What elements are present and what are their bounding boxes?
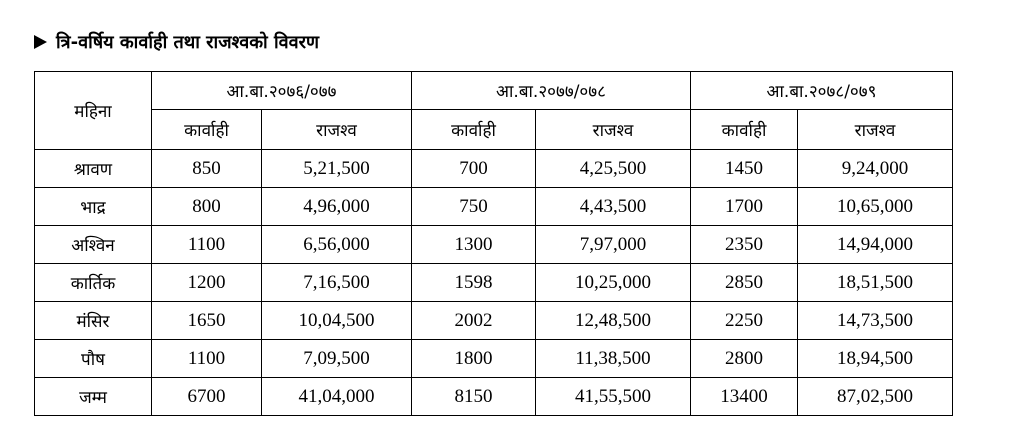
month-cell: कार्तिक bbox=[35, 264, 152, 302]
revenue-cell: 14,94,000 bbox=[798, 226, 953, 264]
revenue-cell: 6,56,000 bbox=[262, 226, 412, 264]
action-count-cell: 2250 bbox=[691, 302, 798, 340]
revenue-cell: 7,97,000 bbox=[536, 226, 691, 264]
revenue-cell: 7,16,500 bbox=[262, 264, 412, 302]
header-row-subheaders bbox=[35, 110, 953, 150]
action-count-cell: 1100 bbox=[152, 340, 262, 378]
table-row bbox=[35, 188, 953, 226]
revenue-cell: 4,25,500 bbox=[536, 150, 691, 188]
action-count-cell: 1300 bbox=[412, 226, 536, 264]
year-header: आ.बा.२०७७/०७८ bbox=[412, 72, 691, 110]
revenue-cell: 41,55,500 bbox=[536, 378, 691, 416]
table-row bbox=[35, 150, 953, 188]
action-count-cell: 8150 bbox=[412, 378, 536, 416]
revenue-header: राजश्व bbox=[798, 110, 953, 150]
action-count-cell: 2850 bbox=[691, 264, 798, 302]
action-count-cell: 2002 bbox=[412, 302, 536, 340]
month-cell: अश्विन bbox=[35, 226, 152, 264]
action-count-cell: 2350 bbox=[691, 226, 798, 264]
revenue-cell: 87,02,500 bbox=[798, 378, 953, 416]
action-count-cell: 13400 bbox=[691, 378, 798, 416]
revenue-cell: 4,43,500 bbox=[536, 188, 691, 226]
action-count-header: कार्वाही bbox=[152, 110, 262, 150]
header-row-years bbox=[35, 72, 953, 110]
action-count-cell: 6700 bbox=[152, 378, 262, 416]
heading-text: त्रि-वर्षिय कार्वाही तथा राजश्वको विवरण bbox=[56, 32, 320, 53]
revenue-cell: 10,65,000 bbox=[798, 188, 953, 226]
year-header: आ.बा.२०७६/०७७ bbox=[152, 72, 412, 110]
action-count-cell: 1100 bbox=[152, 226, 262, 264]
action-count-cell: 700 bbox=[412, 150, 536, 188]
table-row bbox=[35, 226, 953, 264]
action-count-cell: 2800 bbox=[691, 340, 798, 378]
action-count-cell: 750 bbox=[412, 188, 536, 226]
action-count-header: कार्वाही bbox=[412, 110, 536, 150]
month-cell: जम्म bbox=[35, 378, 152, 416]
action-count-header: कार्वाही bbox=[691, 110, 798, 150]
revenue-cell: 10,25,000 bbox=[536, 264, 691, 302]
revenue-cell: 10,04,500 bbox=[262, 302, 412, 340]
revenue-cell: 41,04,000 bbox=[262, 378, 412, 416]
month-cell: पौष bbox=[35, 340, 152, 378]
table-row bbox=[35, 340, 953, 378]
total-row bbox=[35, 378, 953, 416]
action-count-cell: 800 bbox=[152, 188, 262, 226]
action-count-cell: 1450 bbox=[691, 150, 798, 188]
revenue-header: राजश्व bbox=[536, 110, 691, 150]
revenue-cell: 18,51,500 bbox=[798, 264, 953, 302]
year-header: आ.बा.२०७८/०७९ bbox=[691, 72, 953, 110]
action-count-cell: 1650 bbox=[152, 302, 262, 340]
arrow-right-icon bbox=[34, 35, 47, 49]
revenue-cell: 5,21,500 bbox=[262, 150, 412, 188]
revenue-cell: 12,48,500 bbox=[536, 302, 691, 340]
revenue-cell: 4,96,000 bbox=[262, 188, 412, 226]
month-cell: मंसिर bbox=[35, 302, 152, 340]
revenue-cell: 18,94,500 bbox=[798, 340, 953, 378]
action-count-cell: 1800 bbox=[412, 340, 536, 378]
table-row bbox=[35, 302, 953, 340]
revenue-cell: 7,09,500 bbox=[262, 340, 412, 378]
action-count-cell: 1598 bbox=[412, 264, 536, 302]
month-column-header: महिना bbox=[35, 72, 152, 150]
action-count-cell: 1700 bbox=[691, 188, 798, 226]
revenue-cell: 14,73,500 bbox=[798, 302, 953, 340]
action-count-cell: 1200 bbox=[152, 264, 262, 302]
revenue-cell: 9,24,000 bbox=[798, 150, 953, 188]
month-cell: भाद्र bbox=[35, 188, 152, 226]
revenue-table bbox=[34, 71, 953, 416]
section-heading bbox=[34, 27, 319, 57]
revenue-cell: 11,38,500 bbox=[536, 340, 691, 378]
table-row bbox=[35, 264, 953, 302]
revenue-header: राजश्व bbox=[262, 110, 412, 150]
month-cell: श्रावण bbox=[35, 150, 152, 188]
action-count-cell: 850 bbox=[152, 150, 262, 188]
